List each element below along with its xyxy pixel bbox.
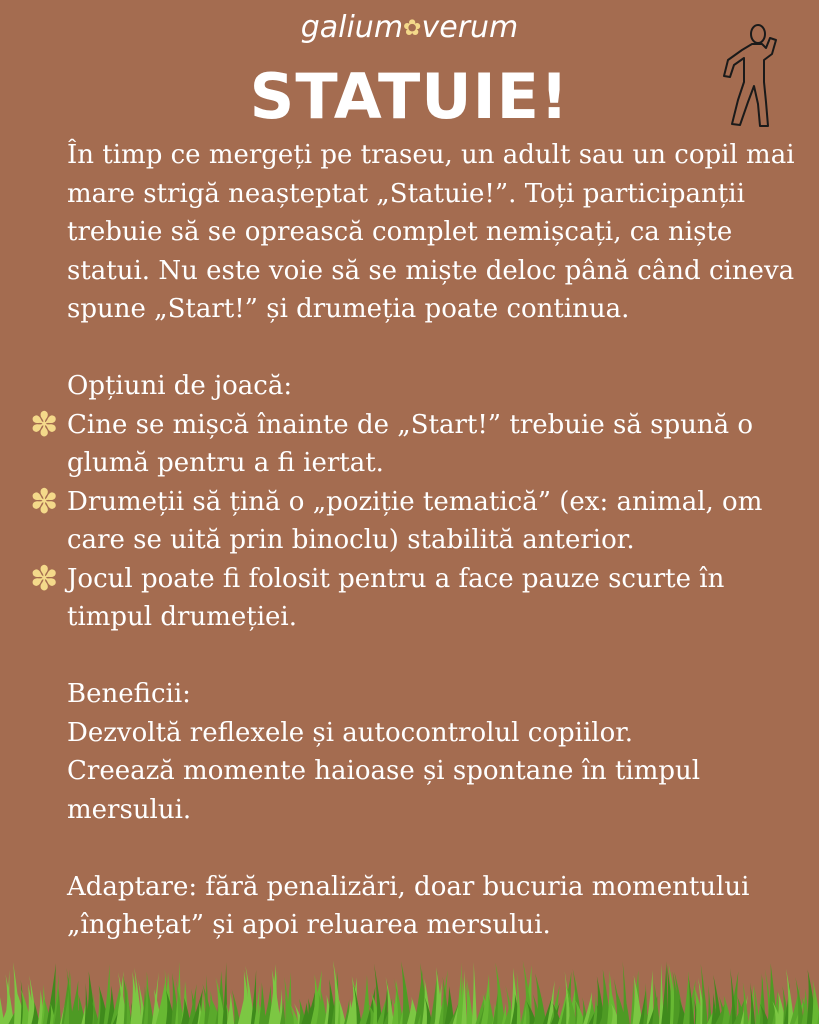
- statue-pose-figure-icon: [718, 20, 782, 132]
- grass-blade: [222, 962, 227, 1024]
- list-item: [30, 558, 797, 637]
- page-title: STATUIE!: [249, 60, 570, 133]
- list-item: [30, 404, 797, 483]
- grass-blade: [652, 983, 659, 1024]
- option-text: Cine se mișcă înainte de „Start!” trebuie să spună o glumă pentru a fi iertat.: [67, 409, 753, 478]
- brand-name-right: verum: [421, 10, 519, 45]
- benefits-heading: Beneficii:: [67, 679, 191, 709]
- asterisk-flower-icon: ✽: [30, 558, 59, 599]
- asterisk-flower-icon: ✽: [30, 481, 59, 522]
- option-text: Jocul poate fi folosit pentru a face pauze scurte în timpul drumeției.: [67, 563, 725, 632]
- benefit-text: Dezvoltă reflexele și autocontrolul copiilor.: [67, 717, 634, 748]
- grass-blade: [517, 971, 521, 1024]
- benefit-text: Creează momente haioase și spontane în timpul mersului.: [67, 756, 701, 825]
- intro-paragraph: În timp ce mergeți pe traseu, un adult sau un copil mai mare strigă neașteptat „Statuie!”. Toți participanții trebuie să se oprească complet nemișcați, ca niște statui. Nu este voie să se miște deloc până când cineva spune „Start!” și drumeția poate continua.: [67, 140, 795, 324]
- adaptation-text: Adaptare: fără penalizări, doar bucuria momentului „înghețat” și apoi reluarea mersului.: [67, 871, 750, 940]
- option-text: Drumeții să țină o „poziție tematică” (ex: animal, om care se uită prin binoclu) stabilită anterior.: [67, 486, 763, 555]
- grass-blade: [472, 962, 477, 1024]
- brand-name-left: galium: [300, 10, 404, 45]
- list-item: [30, 481, 797, 560]
- brand-logo: [0, 10, 819, 45]
- daisy-icon: ✿: [403, 16, 422, 41]
- asterisk-flower-icon: ✽: [30, 404, 59, 445]
- grass-blade: [259, 982, 266, 1024]
- grass-decoration: [0, 960, 819, 1024]
- grass-blade: [0, 979, 4, 1024]
- content: [30, 136, 797, 945]
- grass-blade: [227, 993, 234, 1024]
- options-heading: Opțiuni de joacă:: [67, 371, 293, 401]
